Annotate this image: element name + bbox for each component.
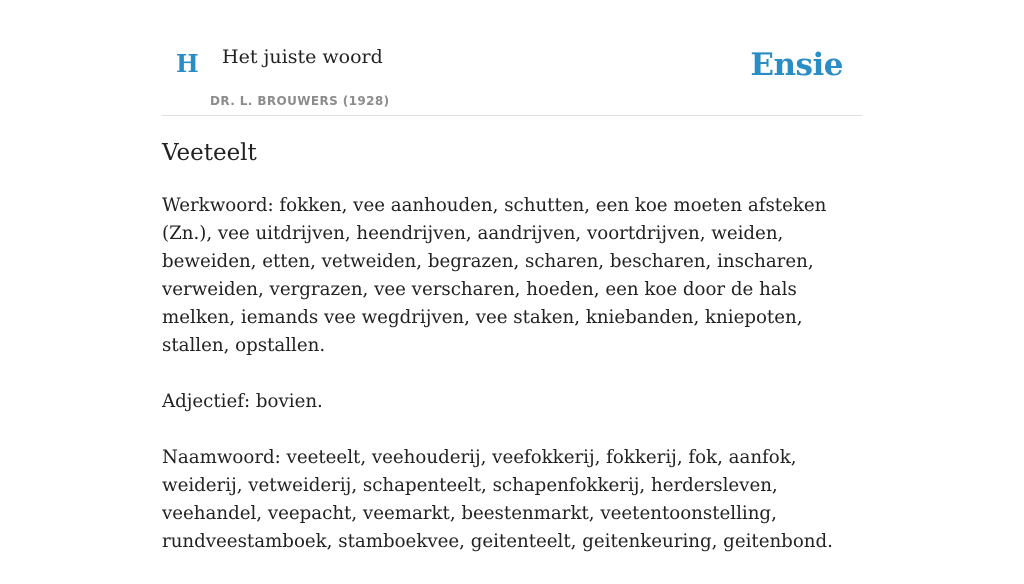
entry-content <box>162 140 862 584</box>
entry-paragraph-nouns: Naamwoord: veeteelt, veehouderij, veefokkerij, fokkerij, fok, aanfok, weiderij, vetweiderij, schapenteelt, schapenfokkerij, herdersleven, veehandel, veepacht, veemarkt, beestenmarkt, veetentoonstelling, rundveestamboek, stamboekvee, geitenteelt, geitenkeuring, geitenbond. <box>162 446 833 552</box>
book-header <box>162 0 862 116</box>
entry-paragraph-adjectives: Adjectief: bovien. <box>162 390 323 412</box>
brand-logo[interactable]: Ensie <box>750 47 843 83</box>
book-title[interactable]: Het juiste woord <box>222 46 383 68</box>
entry-paragraph-verbs: Werkwoord: fokken, vee aanhouden, schutten, een koe moeten afsteken (Zn.), vee uitdrijven, heendrijven, aandrijven, voortdrijven, weiden, beweiden, etten, vetweiden, begrazen, scharen, bescharen, inscharen, verweiden, vergrazen, vee verscharen, hoeden, een koe door de hals melken, iemands vee wegdrijven, vee staken, kniebanden, kniepoten, stallen, opstallen. <box>162 194 827 356</box>
book-logo[interactable]: H <box>176 49 199 78</box>
entry-title: Veeteelt <box>162 140 257 166</box>
book-author: DR. L. BROUWERS (1928) <box>210 94 390 108</box>
